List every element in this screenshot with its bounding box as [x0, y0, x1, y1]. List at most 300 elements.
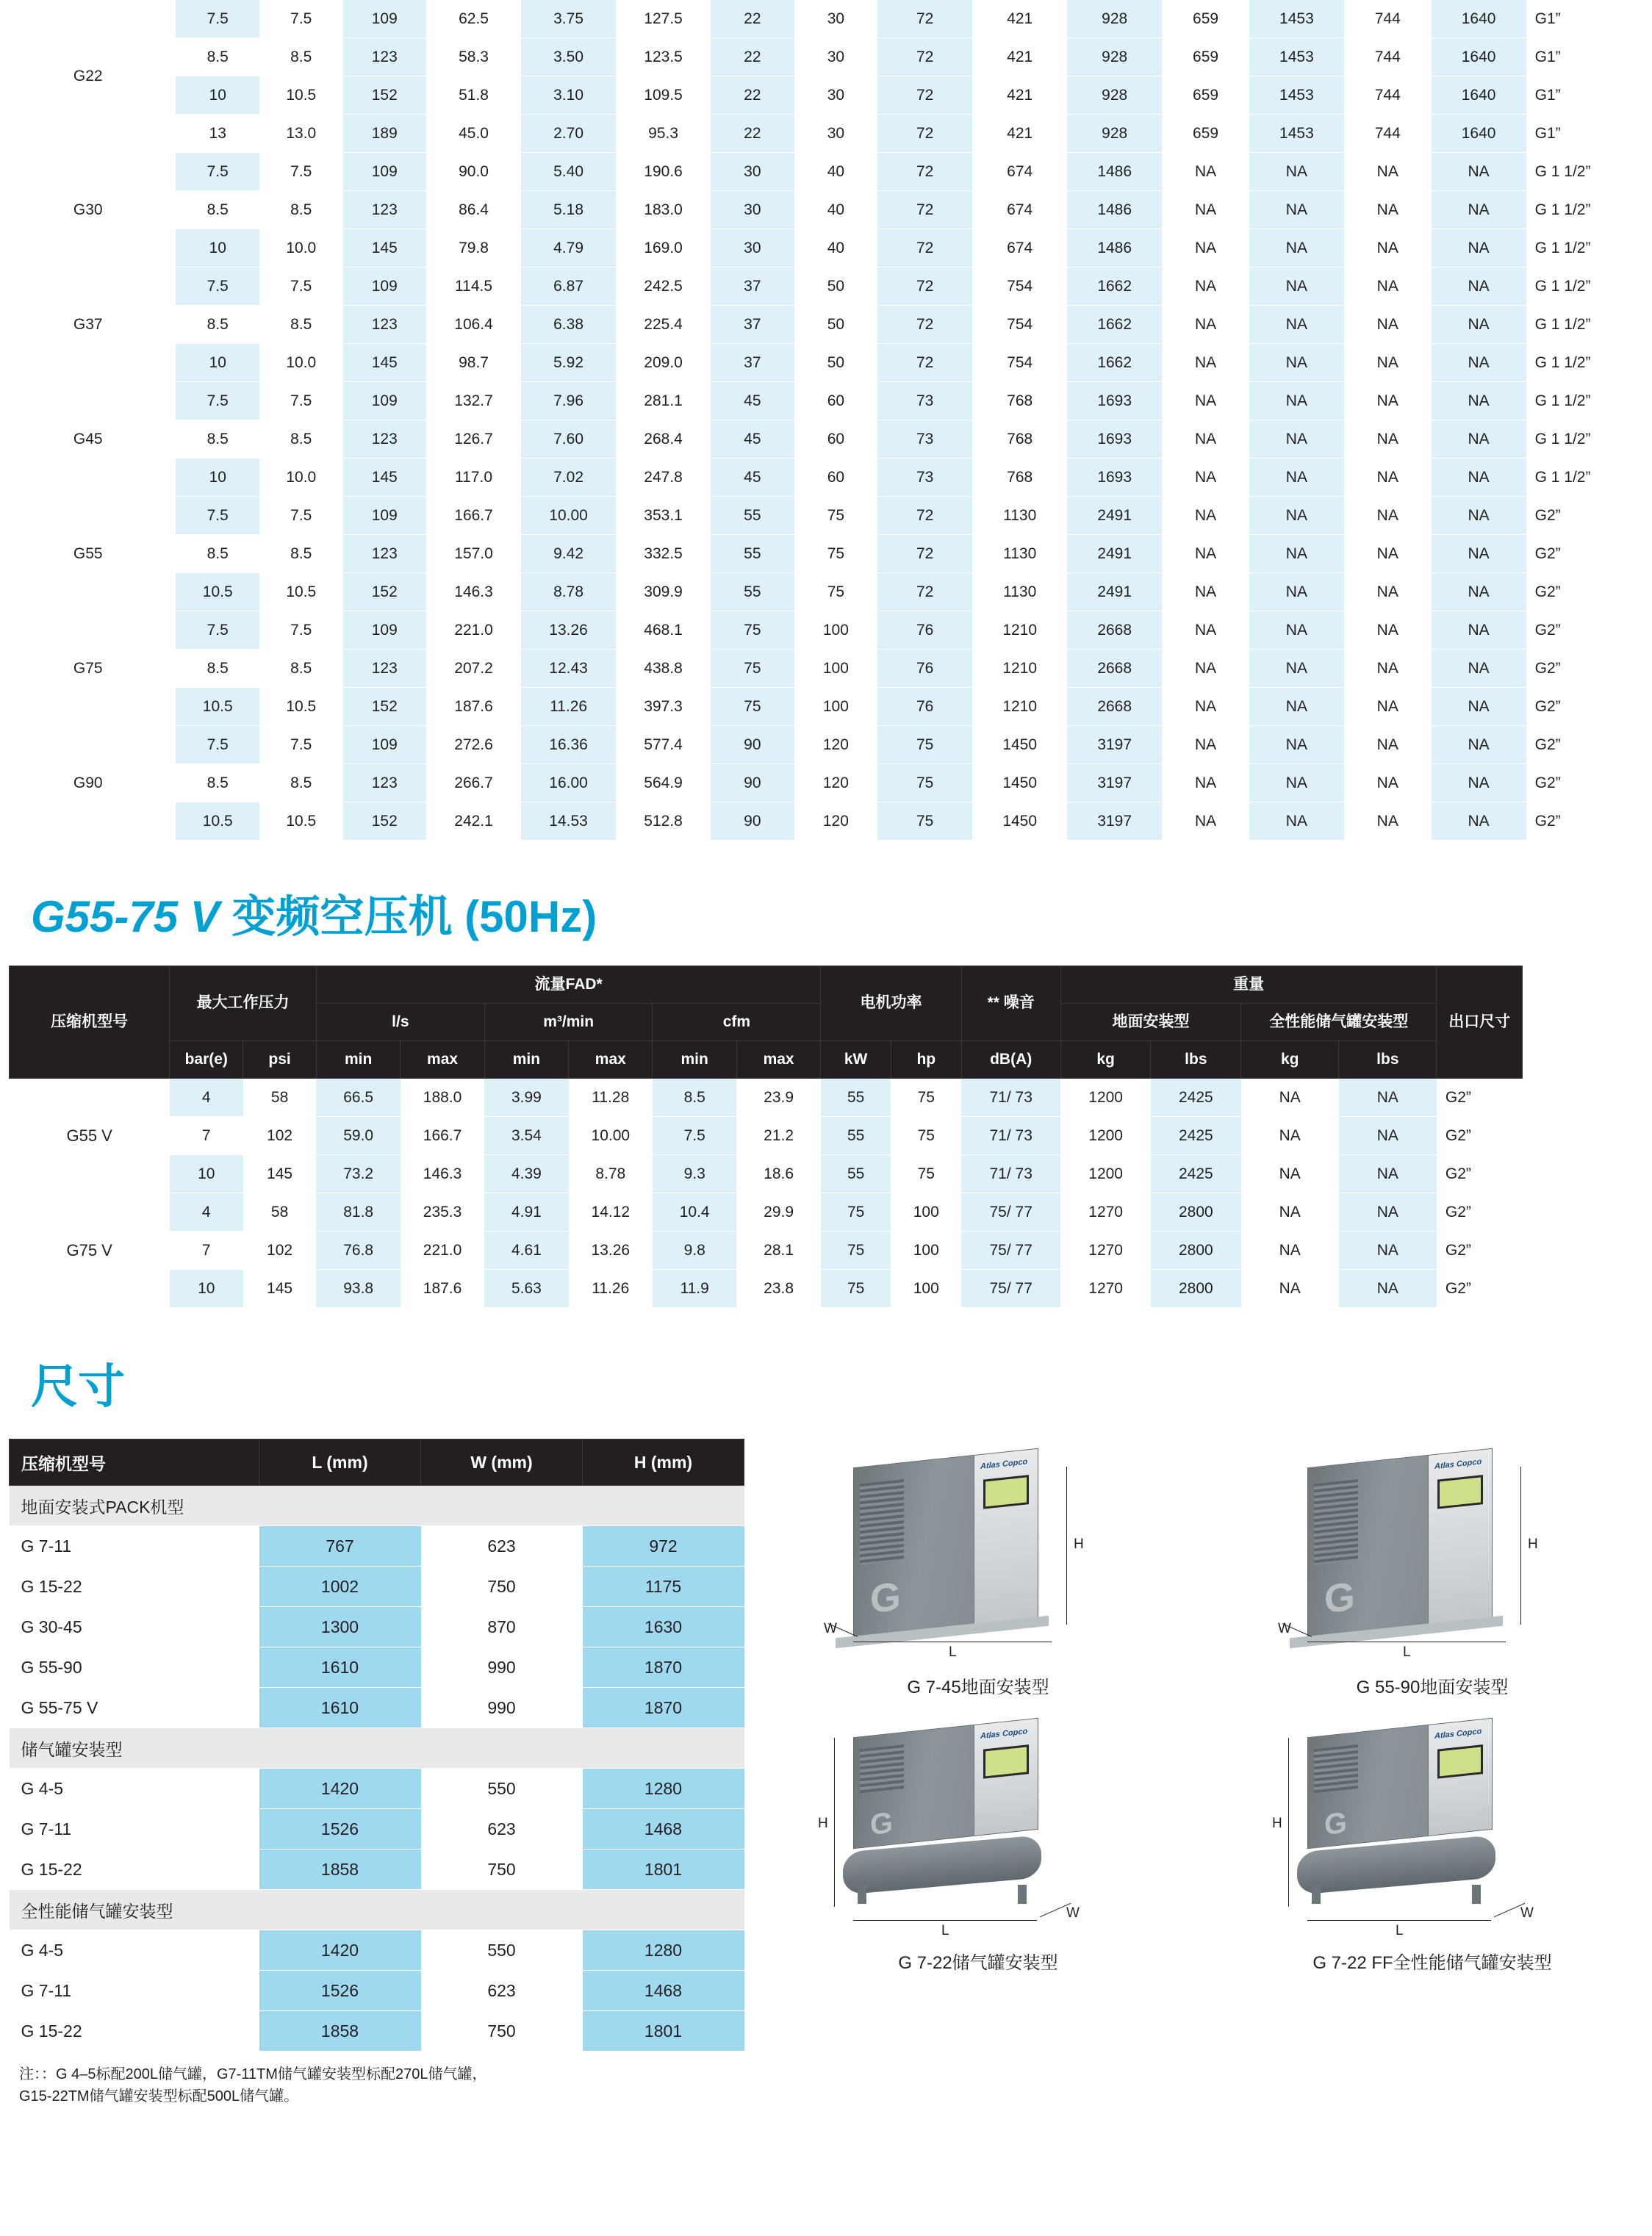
th-kw: kW — [821, 1041, 891, 1079]
cell-lbs3: NA — [1432, 650, 1526, 688]
cell-kg1: 421 — [972, 115, 1067, 153]
cell-lbs-floor: 2800 — [1151, 1193, 1241, 1232]
cell-hp: 40 — [794, 153, 878, 191]
cell-ls: 114.5 — [426, 267, 521, 306]
vent-grille — [1314, 1744, 1358, 1793]
cell-model: G 4-5 — [10, 1930, 259, 1971]
cell-kg-floor: 1270 — [1060, 1193, 1151, 1232]
th-kg-ff: kg — [1241, 1041, 1339, 1079]
th-bar: bar(e) — [170, 1041, 243, 1079]
cell-lbs-floor: 2425 — [1151, 1117, 1241, 1155]
cell-bar2: 8.5 — [259, 306, 343, 344]
cell-hp: 30 — [794, 0, 878, 38]
cell-model: G 4-5 — [10, 1769, 259, 1809]
row-model: G30 — [0, 153, 176, 267]
cell-kg2: NA — [1162, 267, 1249, 306]
dim-label-h: H — [818, 1816, 828, 1831]
cell-kw: 55 — [821, 1155, 891, 1193]
cell-lbs3: NA — [1432, 764, 1526, 802]
cell-bar2: 10.0 — [259, 344, 343, 382]
cell-ls: 51.8 — [426, 76, 521, 115]
cell-db: 75 — [877, 764, 972, 802]
cell-kg2: 659 — [1162, 115, 1249, 153]
row-model: G75 V — [10, 1193, 170, 1308]
th-m3-min: min — [484, 1041, 568, 1079]
cell-kg1: 754 — [972, 306, 1067, 344]
table-row — [0, 382, 1652, 420]
dimensions-header-row — [10, 1439, 744, 1486]
cell-cfm-min: 9.8 — [653, 1232, 736, 1270]
cell-db: 72 — [877, 344, 972, 382]
cell-lbs2: 1453 — [1249, 76, 1344, 115]
cell-kg2: NA — [1162, 344, 1249, 382]
control-panel — [974, 1719, 1038, 1836]
cell-width: 550 — [421, 1930, 583, 1971]
cell-width: 550 — [421, 1769, 583, 1809]
cell-lbs2: NA — [1249, 802, 1344, 841]
cell-lbs1: 1693 — [1067, 420, 1162, 459]
cell-lbs2: 1453 — [1249, 115, 1344, 153]
dimensions-table-wrapper — [9, 1439, 744, 2107]
cell-db: 76 — [877, 688, 972, 726]
dim-label-w: W — [1278, 1621, 1291, 1636]
cell-kw: 75 — [711, 650, 794, 688]
row-model: G55 — [0, 497, 176, 611]
cell-lbs-ff: NA — [1339, 1232, 1437, 1270]
cell-psi: 123 — [343, 38, 427, 76]
cell-db: 75 — [877, 726, 972, 764]
cell-db: 76 — [877, 611, 972, 650]
cell-outlet: G2” — [1526, 726, 1652, 764]
cell-length: 1002 — [259, 1567, 421, 1607]
cell-outlet: G2” — [1437, 1079, 1523, 1117]
cell-ls: 90.0 — [426, 153, 521, 191]
cell-cfm: 309.9 — [616, 573, 711, 611]
cell-m3-min: 4.61 — [484, 1232, 568, 1270]
th-motor-power: 电机功率 — [821, 966, 961, 1041]
cell-kw: 45 — [711, 459, 794, 497]
cell-m3: 6.87 — [521, 267, 616, 306]
cell-ls-min: 66.5 — [316, 1079, 400, 1117]
cell-kg-ff: NA — [1241, 1079, 1339, 1117]
cell-lbs2: NA — [1249, 535, 1344, 573]
dim-label-l: L — [1403, 1644, 1411, 1660]
cell-ls-max: 188.0 — [401, 1079, 484, 1117]
cell-psi: 123 — [343, 191, 427, 229]
cell-hp: 75 — [891, 1079, 961, 1117]
cell-db: 72 — [877, 306, 972, 344]
cell-hp: 100 — [891, 1193, 961, 1232]
cell-m3-max: 11.26 — [569, 1270, 653, 1308]
cell-kw: 37 — [711, 344, 794, 382]
cell-kg3: NA — [1344, 229, 1432, 267]
cell-model: G 55-75 V — [10, 1688, 259, 1728]
cell-db: 75/ 77 — [961, 1193, 1060, 1232]
cell-hp: 50 — [794, 344, 878, 382]
cell-psi: 123 — [343, 420, 427, 459]
cell-kg3: NA — [1344, 420, 1432, 459]
cell-bar2: 8.5 — [259, 650, 343, 688]
cell-cfm: 247.8 — [616, 459, 711, 497]
table-row — [0, 802, 1652, 841]
th-ls-max: max — [401, 1041, 484, 1079]
cell-bar2: 10.5 — [259, 802, 343, 841]
height-dim-line — [834, 1738, 835, 1907]
cell-kw: 37 — [711, 306, 794, 344]
cell-outlet: G2” — [1437, 1117, 1523, 1155]
vfd-header-row-1 — [10, 966, 1523, 1004]
dim-label-h: H — [1074, 1536, 1084, 1552]
cell-lbs3: 1640 — [1432, 0, 1526, 38]
th-ls: l/s — [316, 1004, 484, 1041]
cell-kg3: NA — [1344, 573, 1432, 611]
cell-psi: 102 — [243, 1232, 317, 1270]
cell-length: 1610 — [259, 1688, 421, 1728]
cell-kw: 75 — [821, 1193, 891, 1232]
cell-kg1: 1450 — [972, 764, 1067, 802]
cell-kg-ff: NA — [1241, 1193, 1339, 1232]
cell-kg3: NA — [1344, 459, 1432, 497]
table-row — [0, 611, 1652, 650]
cell-psi: 152 — [343, 76, 427, 115]
cell-ls: 266.7 — [426, 764, 521, 802]
cell-kg3: NA — [1344, 497, 1432, 535]
cell-cfm: 577.4 — [616, 726, 711, 764]
table-row — [0, 76, 1652, 115]
cell-db: 72 — [877, 76, 972, 115]
cell-outlet: G1” — [1526, 38, 1652, 76]
cell-lbs2: NA — [1249, 229, 1344, 267]
cell-width: 990 — [421, 1688, 583, 1728]
cell-model: G 15-22 — [10, 1849, 259, 1890]
cell-lbs1: 2491 — [1067, 497, 1162, 535]
cell-lbs2: NA — [1249, 420, 1344, 459]
row-model: G22 — [0, 0, 176, 153]
cell-psi: 152 — [343, 802, 427, 841]
cell-hp: 100 — [794, 650, 878, 688]
vent-grille — [860, 1744, 904, 1793]
vfd-spec-table — [9, 966, 1523, 1308]
cell-lbs3: NA — [1432, 382, 1526, 420]
th-cfm-max: max — [736, 1041, 820, 1079]
cell-bar: 7.5 — [176, 0, 259, 38]
cell-hp: 100 — [891, 1270, 961, 1308]
cell-hp: 50 — [794, 306, 878, 344]
cell-lbs2: NA — [1249, 153, 1344, 191]
cell-outlet: G 1 1/2” — [1526, 191, 1652, 229]
cell-cfm: 123.5 — [616, 38, 711, 76]
cell-lbs3: NA — [1432, 420, 1526, 459]
cell-kw: 22 — [711, 115, 794, 153]
cell-bar: 7.5 — [176, 726, 259, 764]
cell-cfm: 564.9 — [616, 764, 711, 802]
th-model: 压缩机型号 — [10, 1439, 259, 1486]
dim-label-w: W — [1520, 1905, 1534, 1921]
cell-m3: 5.18 — [521, 191, 616, 229]
cell-ls: 272.6 — [426, 726, 521, 764]
cell-lbs2: 1453 — [1249, 38, 1344, 76]
cell-cfm-max: 29.9 — [736, 1193, 820, 1232]
cell-cfm: 109.5 — [616, 76, 711, 115]
cell-ls: 106.4 — [426, 306, 521, 344]
cell-db: 73 — [877, 459, 972, 497]
height-dim-line — [1066, 1467, 1067, 1625]
cell-db: 75/ 77 — [961, 1232, 1060, 1270]
table-row — [0, 306, 1652, 344]
height-dim-line — [1288, 1738, 1289, 1907]
cell-lbs-floor: 2800 — [1151, 1270, 1241, 1308]
cell-bar2: 8.5 — [259, 38, 343, 76]
table-row — [10, 1971, 744, 2011]
cell-kg3: NA — [1344, 688, 1432, 726]
cell-cfm: 353.1 — [616, 497, 711, 535]
cell-outlet: G2” — [1437, 1232, 1523, 1270]
cell-m3: 3.50 — [521, 38, 616, 76]
th-noise: ** 噪音 — [961, 966, 1060, 1041]
cell-hp: 120 — [794, 802, 878, 841]
cell-lbs2: 1453 — [1249, 0, 1344, 38]
cell-lbs-ff: NA — [1339, 1079, 1437, 1117]
cell-psi: 123 — [343, 764, 427, 802]
cell-psi: 109 — [343, 611, 427, 650]
cell-bar2: 13.0 — [259, 115, 343, 153]
height-dim-line — [1520, 1467, 1521, 1625]
cell-hp: 75 — [794, 573, 878, 611]
controller-display — [1437, 1744, 1483, 1779]
th-hp: hp — [891, 1041, 961, 1079]
cell-lbs3: NA — [1432, 535, 1526, 573]
table-row — [10, 1270, 1523, 1308]
cell-psi: 189 — [343, 115, 427, 153]
cell-cfm: 127.5 — [616, 0, 711, 38]
cell-lbs1: 3197 — [1067, 726, 1162, 764]
cell-bar: 13 — [176, 115, 259, 153]
cell-m3: 13.26 — [521, 611, 616, 650]
cell-db: 72 — [877, 573, 972, 611]
length-dim-line — [1307, 1920, 1491, 1921]
cell-kg-floor: 1200 — [1060, 1117, 1151, 1155]
cell-m3: 16.00 — [521, 764, 616, 802]
cell-m3-min: 5.63 — [484, 1270, 568, 1308]
cell-psi: 109 — [343, 382, 427, 420]
cell-m3-max: 13.26 — [569, 1232, 653, 1270]
th-width: W (mm) — [421, 1439, 583, 1486]
cell-length: 1300 — [259, 1607, 421, 1647]
controller-display — [983, 1475, 1029, 1509]
table-row — [0, 497, 1652, 535]
cell-kg2: NA — [1162, 153, 1249, 191]
cell-outlet: G2” — [1437, 1193, 1523, 1232]
cell-bar: 10 — [176, 229, 259, 267]
cell-kw: 45 — [711, 420, 794, 459]
model-letter: G — [1324, 1806, 1348, 1841]
cell-cfm-min: 11.9 — [653, 1270, 736, 1308]
cell-outlet: G 1 1/2” — [1526, 267, 1652, 306]
cell-bar: 7 — [170, 1117, 243, 1155]
cell-db: 72 — [877, 38, 972, 76]
table-row — [0, 573, 1652, 611]
machine-drawing — [824, 1445, 1132, 1665]
cell-bar: 8.5 — [176, 306, 259, 344]
cell-cfm: 332.5 — [616, 535, 711, 573]
figure-g7-22-tank — [758, 1720, 1198, 1996]
cell-lbs3: NA — [1432, 497, 1526, 535]
vfd-table-head — [10, 966, 1523, 1079]
cell-hp: 100 — [794, 688, 878, 726]
cell-bar: 10.5 — [176, 573, 259, 611]
cell-kg1: 1130 — [972, 573, 1067, 611]
cell-outlet: G2” — [1437, 1155, 1523, 1193]
cell-bar: 4 — [170, 1193, 243, 1232]
th-ls-min: min — [316, 1041, 400, 1079]
cell-height: 1870 — [583, 1688, 744, 1728]
table-row — [0, 764, 1652, 802]
th-lbs-ff: lbs — [1339, 1041, 1437, 1079]
cell-outlet: G 1 1/2” — [1526, 153, 1652, 191]
table-row — [0, 650, 1652, 688]
cell-psi: 145 — [243, 1155, 317, 1193]
cell-kg3: NA — [1344, 267, 1432, 306]
cell-ls-min: 93.8 — [316, 1270, 400, 1308]
cell-hp: 60 — [794, 420, 878, 459]
cell-ls-max: 146.3 — [401, 1155, 484, 1193]
cell-m3: 12.43 — [521, 650, 616, 688]
table-row — [10, 1526, 744, 1567]
cell-kg1: 1450 — [972, 802, 1067, 841]
cell-cfm: 209.0 — [616, 344, 711, 382]
cell-psi: 152 — [343, 688, 427, 726]
cell-height: 1630 — [583, 1607, 744, 1647]
group-label: 全性能储气罐安装型 — [10, 1890, 744, 1930]
cell-bar2: 10.0 — [259, 229, 343, 267]
table-row — [0, 38, 1652, 76]
cell-db: 72 — [877, 497, 972, 535]
cell-bar: 10.5 — [176, 802, 259, 841]
tank-legs — [850, 1885, 1034, 1907]
cell-lbs3: NA — [1432, 459, 1526, 497]
th-m3-max: max — [569, 1041, 653, 1079]
cell-hp: 50 — [794, 267, 878, 306]
vent-grille — [1314, 1479, 1358, 1564]
cell-psi: 109 — [343, 497, 427, 535]
cell-lbs2: NA — [1249, 191, 1344, 229]
cell-psi: 123 — [343, 650, 427, 688]
th-weight: 重量 — [1060, 966, 1437, 1004]
th-fad: 流量FAD* — [316, 966, 820, 1004]
cell-cfm: 190.6 — [616, 153, 711, 191]
compressor-body — [1307, 1718, 1493, 1849]
cell-lbs2: NA — [1249, 267, 1344, 306]
cell-kw: 55 — [711, 573, 794, 611]
cell-length: 1420 — [259, 1769, 421, 1809]
cell-kg2: NA — [1162, 726, 1249, 764]
cell-kg3: NA — [1344, 535, 1432, 573]
cell-kw: 22 — [711, 0, 794, 38]
cell-cfm-max: 18.6 — [736, 1155, 820, 1193]
cell-kg1: 768 — [972, 382, 1067, 420]
note-line-1: 注：：G 4–5标配200L储气罐，G7-11TM储气罐安装型标配270L储气罐， — [19, 2066, 487, 2082]
cell-model: G 55-90 — [10, 1647, 259, 1688]
cell-width: 623 — [421, 1526, 583, 1567]
cell-kw: 90 — [711, 726, 794, 764]
row-model: G45 — [0, 382, 176, 497]
cell-db: 73 — [877, 420, 972, 459]
cell-cfm-min: 8.5 — [653, 1079, 736, 1117]
vfd-title-model: G55-75 V — [31, 892, 220, 941]
cell-bar: 8.5 — [176, 420, 259, 459]
cell-lbs1: 928 — [1067, 38, 1162, 76]
cell-bar2: 8.5 — [259, 535, 343, 573]
cell-lbs3: NA — [1432, 153, 1526, 191]
cell-m3-min: 3.54 — [484, 1117, 568, 1155]
cell-bar2: 8.5 — [259, 420, 343, 459]
cell-lbs3: NA — [1432, 573, 1526, 611]
cell-lbs3: NA — [1432, 688, 1526, 726]
cell-kg-floor: 1200 — [1060, 1079, 1151, 1117]
cell-ls: 62.5 — [426, 0, 521, 38]
cell-model: G 7-11 — [10, 1526, 259, 1567]
table-row — [0, 153, 1652, 191]
cell-outlet: G2” — [1526, 688, 1652, 726]
brand-logo: Atlas Copco — [1434, 1727, 1482, 1741]
cell-m3-min: 4.91 — [484, 1193, 568, 1232]
spec-continuation-table-wrapper — [0, 0, 1652, 841]
cell-length: 1420 — [259, 1930, 421, 1971]
cell-lbs3: NA — [1432, 267, 1526, 306]
cell-db: 75 — [877, 802, 972, 841]
table-row — [10, 1117, 1523, 1155]
table-row — [0, 229, 1652, 267]
cell-height: 1870 — [583, 1647, 744, 1688]
cell-outlet: G2” — [1526, 535, 1652, 573]
cell-outlet: G 1 1/2” — [1526, 420, 1652, 459]
table-row — [10, 2011, 744, 2052]
dim-label-h: H — [1272, 1816, 1282, 1831]
cell-m3: 7.02 — [521, 459, 616, 497]
cell-m3: 10.00 — [521, 497, 616, 535]
vfd-title-rest: 变频空压机 (50Hz) — [231, 892, 597, 941]
cell-kw: 90 — [711, 802, 794, 841]
cell-model: G 7-11 — [10, 1809, 259, 1849]
group-label: 地面安装式PACK机型 — [10, 1486, 744, 1526]
cell-lbs2: NA — [1249, 344, 1344, 382]
cell-bar: 4 — [170, 1079, 243, 1117]
cell-bar2: 8.5 — [259, 191, 343, 229]
cell-cfm-max: 21.2 — [736, 1117, 820, 1155]
cell-kg2: NA — [1162, 497, 1249, 535]
cell-kg2: NA — [1162, 688, 1249, 726]
row-model: G75 — [0, 611, 176, 726]
cell-m3: 11.26 — [521, 688, 616, 726]
cell-kg1: 421 — [972, 38, 1067, 76]
table-row — [10, 1769, 744, 1809]
cell-psi: 102 — [243, 1117, 317, 1155]
cell-kg2: 659 — [1162, 0, 1249, 38]
figure-caption: G 7-45地面安装型 — [907, 1678, 1049, 1697]
th-lbs-floor: lbs — [1151, 1041, 1241, 1079]
table-row — [10, 1079, 1523, 1117]
cell-kg2: 659 — [1162, 38, 1249, 76]
cell-ls: 187.6 — [426, 688, 521, 726]
cell-lbs1: 2491 — [1067, 535, 1162, 573]
cell-db: 71/ 73 — [961, 1117, 1060, 1155]
cell-kg2: NA — [1162, 535, 1249, 573]
cell-length: 1610 — [259, 1647, 421, 1688]
cell-kg3: NA — [1344, 191, 1432, 229]
cell-lbs1: 2668 — [1067, 688, 1162, 726]
th-psi: psi — [243, 1041, 317, 1079]
cell-outlet: G1” — [1526, 115, 1652, 153]
